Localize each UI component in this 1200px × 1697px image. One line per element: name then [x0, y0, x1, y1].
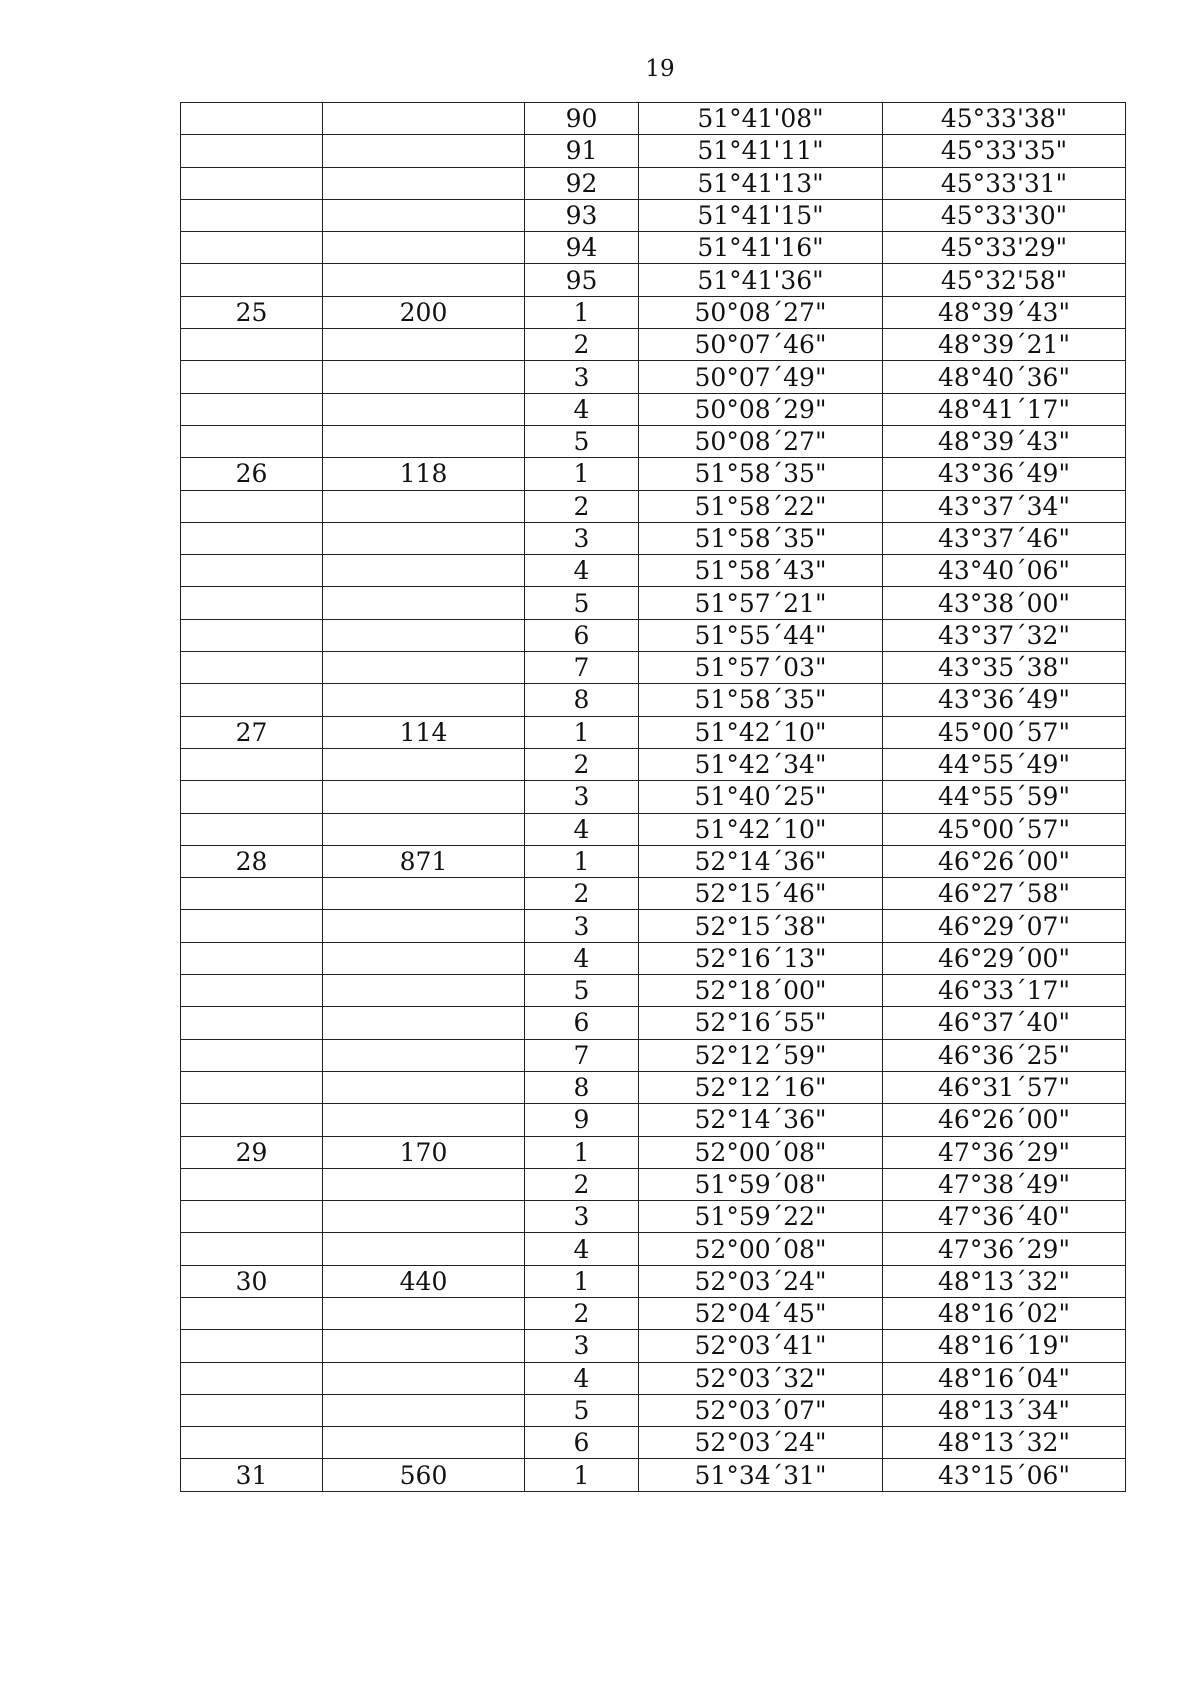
site-number-cell [181, 1104, 323, 1136]
point-number-cell: 9 [525, 1104, 639, 1136]
longitude-cell: 45°00´57" [883, 813, 1126, 845]
table-row [181, 1394, 1126, 1426]
site-number-cell [181, 942, 323, 974]
coordinates-table-body [181, 103, 1126, 1492]
point-number-cell: 1 [525, 716, 639, 748]
area-cell: 200 [323, 296, 525, 328]
point-number-cell: 1 [525, 1459, 639, 1491]
table-row [181, 296, 1126, 328]
latitude-cell: 51°59´22" [639, 1201, 883, 1233]
point-number-cell: 2 [525, 1168, 639, 1200]
latitude-cell: 52°03´32" [639, 1362, 883, 1394]
longitude-cell: 43°37´46" [883, 522, 1126, 554]
table-row [181, 1459, 1126, 1491]
point-number-cell: 1 [525, 1136, 639, 1168]
area-cell [323, 425, 525, 457]
table-row [181, 1362, 1126, 1394]
table-row [181, 522, 1126, 554]
table-row [181, 652, 1126, 684]
area-cell [323, 1330, 525, 1362]
latitude-cell: 52°15´46" [639, 878, 883, 910]
table-row [181, 1136, 1126, 1168]
longitude-cell: 43°37´34" [883, 490, 1126, 522]
area-cell [323, 393, 525, 425]
longitude-cell: 48°16´04" [883, 1362, 1126, 1394]
page-number: 19 [645, 56, 675, 82]
table-row [181, 781, 1126, 813]
area-cell [323, 587, 525, 619]
area-cell [323, 167, 525, 199]
longitude-cell: 46°29´00" [883, 942, 1126, 974]
site-number-cell [181, 329, 323, 361]
point-number-cell: 90 [525, 103, 639, 135]
area-cell [323, 1168, 525, 1200]
latitude-cell: 50°08´29" [639, 393, 883, 425]
point-number-cell: 6 [525, 619, 639, 651]
area-cell [323, 103, 525, 135]
table-row [181, 910, 1126, 942]
site-number-cell [181, 264, 323, 296]
area-cell [323, 942, 525, 974]
latitude-cell: 50°07´49" [639, 361, 883, 393]
area-cell: 871 [323, 845, 525, 877]
site-number-cell [181, 393, 323, 425]
site-number-cell [181, 135, 323, 167]
longitude-cell: 45°33'30" [883, 199, 1126, 231]
latitude-cell: 51°58´35" [639, 458, 883, 490]
point-number-cell: 95 [525, 264, 639, 296]
longitude-cell: 47°36´29" [883, 1233, 1126, 1265]
longitude-cell: 48°39´43" [883, 425, 1126, 457]
longitude-cell: 46°36´25" [883, 1039, 1126, 1071]
latitude-cell: 52°03´24" [639, 1265, 883, 1297]
point-number-cell: 1 [525, 296, 639, 328]
table-row [181, 878, 1126, 910]
latitude-cell: 50°08´27" [639, 425, 883, 457]
longitude-cell: 46°26´00" [883, 1104, 1126, 1136]
area-cell [323, 199, 525, 231]
site-number-cell [181, 1233, 323, 1265]
latitude-cell: 51°57´21" [639, 587, 883, 619]
site-number-cell [181, 1427, 323, 1459]
latitude-cell: 51°42´10" [639, 813, 883, 845]
point-number-cell: 2 [525, 329, 639, 361]
longitude-cell: 48°13´32" [883, 1427, 1126, 1459]
site-number-cell [181, 167, 323, 199]
table-row [181, 716, 1126, 748]
site-number-cell [181, 1071, 323, 1103]
site-number-cell: 28 [181, 845, 323, 877]
area-cell [323, 555, 525, 587]
longitude-cell: 43°15´06" [883, 1459, 1126, 1491]
latitude-cell: 52°03´07" [639, 1394, 883, 1426]
area-cell: 170 [323, 1136, 525, 1168]
site-number-cell [181, 1007, 323, 1039]
coordinates-table [180, 102, 1126, 1492]
longitude-cell: 47°36´29" [883, 1136, 1126, 1168]
longitude-cell: 45°33'38" [883, 103, 1126, 135]
point-number-cell: 4 [525, 813, 639, 845]
point-number-cell: 3 [525, 1201, 639, 1233]
point-number-cell: 6 [525, 1427, 639, 1459]
area-cell: 560 [323, 1459, 525, 1491]
point-number-cell: 8 [525, 684, 639, 716]
longitude-cell: 47°36´40" [883, 1201, 1126, 1233]
latitude-cell: 52°12´16" [639, 1071, 883, 1103]
table-row [181, 264, 1126, 296]
longitude-cell: 48°13´32" [883, 1265, 1126, 1297]
site-number-cell [181, 878, 323, 910]
site-number-cell [181, 748, 323, 780]
point-number-cell: 6 [525, 1007, 639, 1039]
point-number-cell: 4 [525, 942, 639, 974]
area-cell [323, 135, 525, 167]
point-number-cell: 5 [525, 587, 639, 619]
area-cell [323, 1007, 525, 1039]
site-number-cell [181, 1362, 323, 1394]
area-cell [323, 1233, 525, 1265]
latitude-cell: 51°57´03" [639, 652, 883, 684]
point-number-cell: 92 [525, 167, 639, 199]
site-number-cell [181, 684, 323, 716]
site-number-cell: 31 [181, 1459, 323, 1491]
latitude-cell: 52°00´08" [639, 1136, 883, 1168]
table-row [181, 1168, 1126, 1200]
latitude-cell: 51°41'36" [639, 264, 883, 296]
site-number-cell [181, 232, 323, 264]
longitude-cell: 48°16´19" [883, 1330, 1126, 1362]
site-number-cell [181, 361, 323, 393]
table-row [181, 1297, 1126, 1329]
area-cell [323, 361, 525, 393]
site-number-cell [181, 781, 323, 813]
site-number-cell [181, 587, 323, 619]
longitude-cell: 48°39´43" [883, 296, 1126, 328]
latitude-cell: 51°58´22" [639, 490, 883, 522]
point-number-cell: 2 [525, 1297, 639, 1329]
area-cell: 440 [323, 1265, 525, 1297]
table-row [181, 555, 1126, 587]
longitude-cell: 43°38´00" [883, 587, 1126, 619]
longitude-cell: 48°16´02" [883, 1297, 1126, 1329]
area-cell [323, 1071, 525, 1103]
latitude-cell: 52°14´36" [639, 1104, 883, 1136]
longitude-cell: 48°13´34" [883, 1394, 1126, 1426]
latitude-cell: 52°14´36" [639, 845, 883, 877]
latitude-cell: 52°18´00" [639, 975, 883, 1007]
longitude-cell: 46°27´58" [883, 878, 1126, 910]
longitude-cell: 45°00´57" [883, 716, 1126, 748]
point-number-cell: 5 [525, 425, 639, 457]
latitude-cell: 52°16´55" [639, 1007, 883, 1039]
latitude-cell: 52°03´41" [639, 1330, 883, 1362]
area-cell [323, 1394, 525, 1426]
point-number-cell: 4 [525, 1362, 639, 1394]
longitude-cell: 43°35´38" [883, 652, 1126, 684]
longitude-cell: 46°26´00" [883, 845, 1126, 877]
table-row [181, 1104, 1126, 1136]
site-number-cell [181, 1297, 323, 1329]
table-row [181, 425, 1126, 457]
area-cell [323, 748, 525, 780]
latitude-cell: 50°07´46" [639, 329, 883, 361]
site-number-cell [181, 199, 323, 231]
latitude-cell: 51°58´35" [639, 522, 883, 554]
table-row [181, 490, 1126, 522]
table-row [181, 329, 1126, 361]
latitude-cell: 52°12´59" [639, 1039, 883, 1071]
table-row [181, 1427, 1126, 1459]
longitude-cell: 43°36´49" [883, 684, 1126, 716]
longitude-cell: 46°33´17" [883, 975, 1126, 1007]
table-row [181, 135, 1126, 167]
area-cell [323, 264, 525, 296]
table-row [181, 619, 1126, 651]
site-number-cell [181, 1201, 323, 1233]
latitude-cell: 50°08´27" [639, 296, 883, 328]
table-row [181, 975, 1126, 1007]
site-number-cell [181, 1330, 323, 1362]
table-row [181, 748, 1126, 780]
latitude-cell: 51°41'13" [639, 167, 883, 199]
point-number-cell: 3 [525, 910, 639, 942]
point-number-cell: 4 [525, 393, 639, 425]
latitude-cell: 52°03´24" [639, 1427, 883, 1459]
latitude-cell: 51°42´34" [639, 748, 883, 780]
site-number-cell [181, 619, 323, 651]
area-cell [323, 781, 525, 813]
site-number-cell [181, 652, 323, 684]
site-number-cell [181, 910, 323, 942]
longitude-cell: 44°55´49" [883, 748, 1126, 780]
table-row [181, 458, 1126, 490]
longitude-cell: 44°55´59" [883, 781, 1126, 813]
table-row [181, 813, 1126, 845]
table-row [181, 232, 1126, 264]
longitude-cell: 45°33'35" [883, 135, 1126, 167]
point-number-cell: 1 [525, 845, 639, 877]
table-row [181, 1039, 1126, 1071]
area-cell [323, 1201, 525, 1233]
site-number-cell: 26 [181, 458, 323, 490]
table-row [181, 1265, 1126, 1297]
longitude-cell: 43°40´06" [883, 555, 1126, 587]
table-row [181, 942, 1126, 974]
point-number-cell: 2 [525, 490, 639, 522]
area-cell [323, 878, 525, 910]
site-number-cell [181, 813, 323, 845]
site-number-cell: 25 [181, 296, 323, 328]
latitude-cell: 51°58´35" [639, 684, 883, 716]
area-cell [323, 684, 525, 716]
longitude-cell: 45°33'29" [883, 232, 1126, 264]
point-number-cell: 1 [525, 458, 639, 490]
site-number-cell [181, 425, 323, 457]
longitude-cell: 48°39´21" [883, 329, 1126, 361]
table-row [181, 845, 1126, 877]
point-number-cell: 3 [525, 781, 639, 813]
table-row [181, 587, 1126, 619]
area-cell [323, 1104, 525, 1136]
latitude-cell: 52°04´45" [639, 1297, 883, 1329]
area-cell [323, 329, 525, 361]
site-number-cell [181, 522, 323, 554]
longitude-cell: 46°37´40" [883, 1007, 1126, 1039]
longitude-cell: 47°38´49" [883, 1168, 1126, 1200]
area-cell [323, 232, 525, 264]
point-number-cell: 8 [525, 1071, 639, 1103]
site-number-cell [181, 555, 323, 587]
longitude-cell: 48°41´17" [883, 393, 1126, 425]
point-number-cell: 4 [525, 1233, 639, 1265]
site-number-cell [181, 103, 323, 135]
site-number-cell: 29 [181, 1136, 323, 1168]
point-number-cell: 4 [525, 555, 639, 587]
point-number-cell: 5 [525, 1394, 639, 1426]
site-number-cell: 27 [181, 716, 323, 748]
latitude-cell: 51°55´44" [639, 619, 883, 651]
longitude-cell: 43°37´32" [883, 619, 1126, 651]
site-number-cell [181, 1168, 323, 1200]
site-number-cell [181, 1394, 323, 1426]
table-row [181, 1233, 1126, 1265]
site-number-cell [181, 490, 323, 522]
table-row [181, 1330, 1126, 1362]
point-number-cell: 91 [525, 135, 639, 167]
latitude-cell: 51°34´31" [639, 1459, 883, 1491]
table-row [181, 167, 1126, 199]
site-number-cell: 30 [181, 1265, 323, 1297]
table-row [181, 393, 1126, 425]
point-number-cell: 2 [525, 748, 639, 780]
point-number-cell: 3 [525, 361, 639, 393]
longitude-cell: 46°29´07" [883, 910, 1126, 942]
table-row [181, 103, 1126, 135]
area-cell [323, 1427, 525, 1459]
latitude-cell: 51°42´10" [639, 716, 883, 748]
longitude-cell: 45°32'58" [883, 264, 1126, 296]
area-cell [323, 813, 525, 845]
latitude-cell: 51°41'11" [639, 135, 883, 167]
point-number-cell: 3 [525, 522, 639, 554]
point-number-cell: 5 [525, 975, 639, 1007]
table-row [181, 1071, 1126, 1103]
latitude-cell: 51°41'15" [639, 199, 883, 231]
longitude-cell: 43°36´49" [883, 458, 1126, 490]
latitude-cell: 51°58´43" [639, 555, 883, 587]
latitude-cell: 51°59´08" [639, 1168, 883, 1200]
area-cell: 118 [323, 458, 525, 490]
point-number-cell: 7 [525, 652, 639, 684]
latitude-cell: 52°00´08" [639, 1233, 883, 1265]
table-row [181, 1201, 1126, 1233]
area-cell [323, 619, 525, 651]
longitude-cell: 48°40´36" [883, 361, 1126, 393]
area-cell [323, 975, 525, 1007]
longitude-cell: 46°31´57" [883, 1071, 1126, 1103]
area-cell [323, 1297, 525, 1329]
site-number-cell [181, 975, 323, 1007]
point-number-cell: 93 [525, 199, 639, 231]
area-cell [323, 1362, 525, 1394]
area-cell [323, 652, 525, 684]
area-cell [323, 910, 525, 942]
site-number-cell [181, 1039, 323, 1071]
latitude-cell: 52°16´13" [639, 942, 883, 974]
point-number-cell: 3 [525, 1330, 639, 1362]
latitude-cell: 51°41'08" [639, 103, 883, 135]
area-cell [323, 490, 525, 522]
area-cell [323, 1039, 525, 1071]
point-number-cell: 1 [525, 1265, 639, 1297]
point-number-cell: 2 [525, 878, 639, 910]
latitude-cell: 51°40´25" [639, 781, 883, 813]
longitude-cell: 45°33'31" [883, 167, 1126, 199]
latitude-cell: 52°15´38" [639, 910, 883, 942]
area-cell [323, 522, 525, 554]
latitude-cell: 51°41'16" [639, 232, 883, 264]
point-number-cell: 94 [525, 232, 639, 264]
table-row [181, 361, 1126, 393]
point-number-cell: 7 [525, 1039, 639, 1071]
area-cell: 114 [323, 716, 525, 748]
table-row [181, 684, 1126, 716]
table-row [181, 1007, 1126, 1039]
table-row [181, 199, 1126, 231]
